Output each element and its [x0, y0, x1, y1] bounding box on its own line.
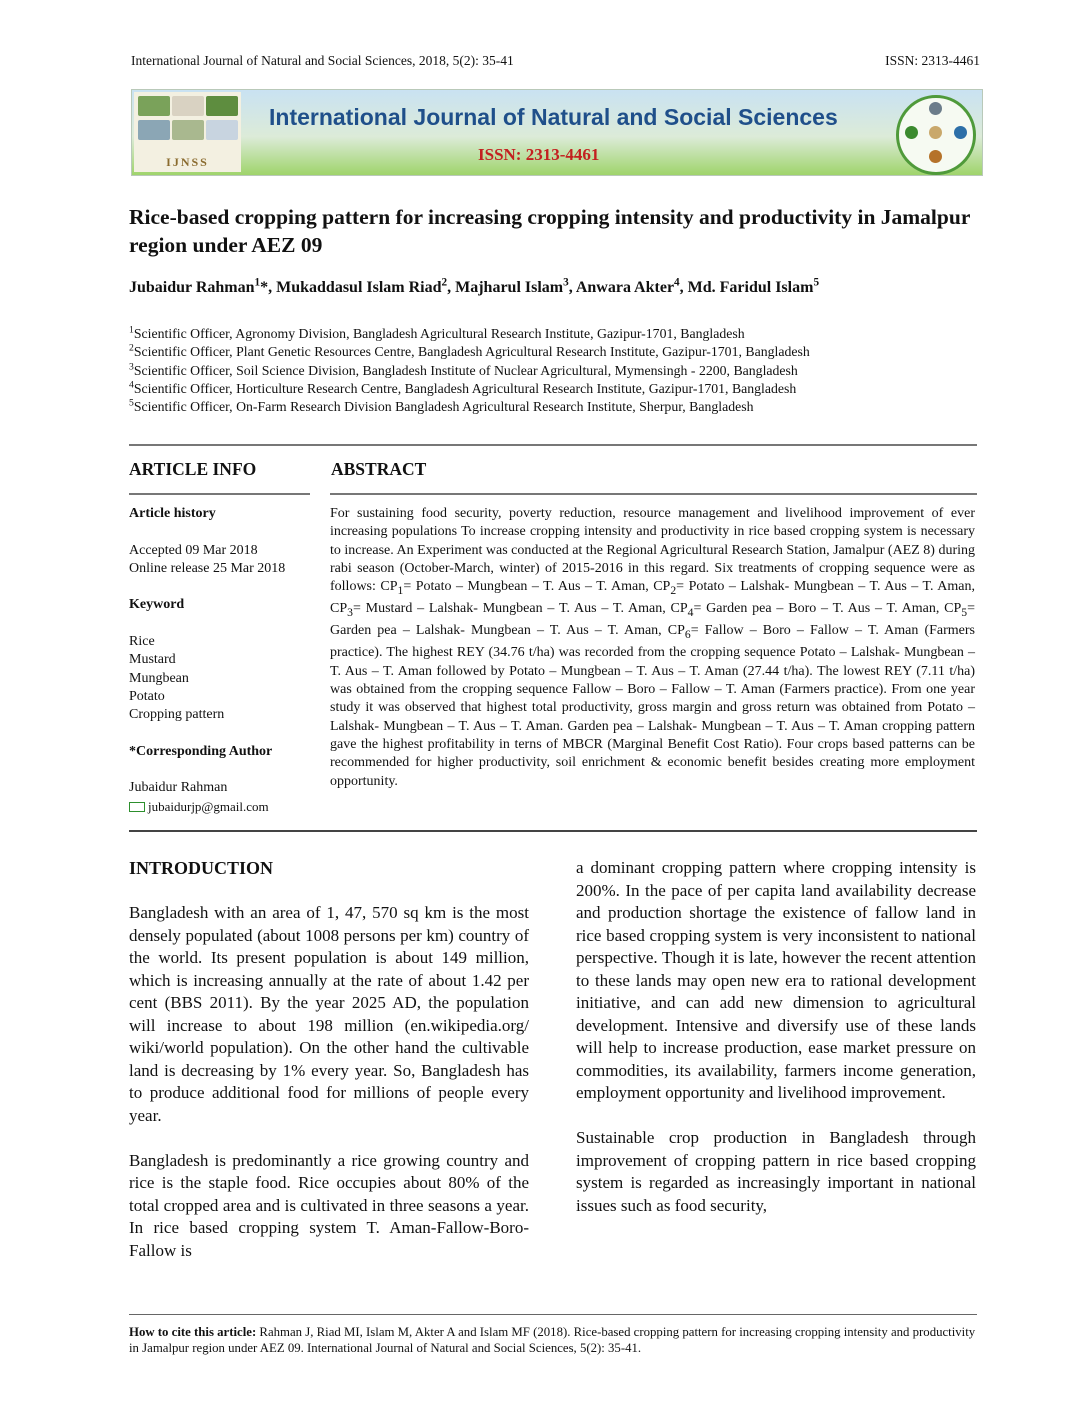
author-affil-num: 4 [674, 276, 680, 289]
journal-logo [134, 92, 241, 172]
author-name: Md. Faridul Islam [687, 279, 814, 296]
online-release-date: Online release 25 Mar 2018 [129, 560, 286, 576]
journal-issn: ISSN: 2313-4461 [478, 145, 600, 164]
author-affil-num: 1 [254, 276, 261, 289]
introduction-heading: INTRODUCTION [129, 858, 274, 878]
running-header-issn: ISSN: 2313-4461 [885, 53, 980, 68]
affiliation-item: $^4$Scientific Officer, Horticulture Research Centre, Bangladesh Agricultural Research Institute, Gazipur-1701, Bangladesh [129, 379, 797, 396]
keyword-label: Keyword [129, 597, 185, 613]
author-affil-num: 5 [813, 276, 820, 289]
history-label: Article history [129, 506, 216, 521]
affiliation-item: $^5$Scientific Officer, On-Farm Research Division Bangladesh Agricultural Research Institute, Sherpur, Bangladesh [129, 397, 754, 415]
affiliation-item: $^3$Scientific Officer, Soil Science Division, Bangladesh Institute of Nuclear Agricultural, Mymensingh - 2200, Bangladesh [129, 361, 798, 378]
citation-text: Rahman J, Riad MI, Islam M, Akter A and Islam MF (2018). Rice-based cropping pattern for increasing cropping intensity and productivity in Jamalpur region under AEZ 09. International Journal of Natural and Social Sciences, 5(2): 35-41. [129, 1325, 976, 1355]
divider [129, 830, 977, 832]
emblem-icon [896, 95, 976, 175]
keyword-item: Cropping pattern [129, 707, 225, 723]
citation-label: How to cite this article: [129, 1325, 257, 1339]
paragraph: Sustainable crop production in Bangladesh through improvement of cropping pattern in rice based cropping system is regarded as increasingly important in national issues such as food security, [576, 1128, 976, 1215]
plant-image-icon [206, 96, 238, 116]
author-affil-num: 3 [563, 276, 569, 289]
author-name: Jubaidur Rahman [129, 279, 255, 296]
corresponding-mark: * [260, 279, 269, 296]
body-column-left [129, 902, 529, 1285]
author-affil-num: 2 [441, 276, 448, 289]
article-title: Rice-based cropping pattern for increasing cropping intensity and productivity in Jamalpur region under AEZ 09 [129, 205, 970, 257]
paragraph: a dominant cropping pattern where cropping intensity is 200%. In the pace of per capita land availability decrease and production shortage the existence of fallow land in rice based cropping system is very inconsistent to national perspective. Though it is late, however the recent attention to these lands may open new era to rational development initiative, and can add new dimension to agricultural development. Intensive and diversify use of these lands will help to increase production, ease market pressure on commodities, its availability, farmers income generation, employment opportunity and livelihood improvement. [576, 858, 976, 1102]
paragraph: Bangladesh is predominantly a rice growing country and rice is the staple food. Rice occupies about 80% of the total cropped area and is cultivated in three seasons a year. In rice based cropping system T. Aman-Fallow-Boro-Fallow is [129, 1150, 529, 1260]
author-name: Majharul Islam [455, 279, 564, 296]
fish-image-icon [138, 120, 170, 140]
divider [330, 493, 977, 495]
corresponding-author-label: *Corresponding Author [129, 743, 273, 759]
field-image-icon [172, 120, 204, 140]
divider [129, 444, 977, 446]
journal-banner [131, 89, 983, 176]
keyword-item: Potato [129, 688, 165, 704]
logo-text: IJNSS [166, 155, 209, 169]
article-info [129, 505, 319, 817]
lab-image-icon [206, 120, 238, 140]
author-name: Anwara Akter [575, 279, 675, 296]
corresponding-author-name: Jubaidur Rahman [129, 780, 228, 796]
citation-footer [129, 1324, 977, 1356]
divider [129, 493, 310, 495]
affiliation-list [129, 325, 810, 416]
author-name: Mukaddasul Islam Riad [276, 279, 442, 296]
accepted-date: Accepted 09 Mar 2018 [129, 542, 258, 558]
keyword-item: Mustard [129, 652, 176, 668]
abstract-heading: ABSTRACT [331, 459, 427, 479]
affiliation-item: $^1$Scientific Officer, Agronomy Division, Bangladesh Agricultural Research Institute, Gazipur-1701, Bangladesh [129, 324, 745, 341]
running-header-citation: International Journal of Natural and Social Sciences, 2018, 5(2): 35-41 [131, 53, 514, 68]
keyword-item: Mungbean [129, 670, 189, 686]
author-list: Jubaidur Rahman$^1$*, Mukaddasul Islam Riad$^2$, Majharul Islam$^3$, Anwara Akter$^4$, Md. Faridul Islam$^5$ [129, 276, 820, 296]
divider [129, 1314, 977, 1315]
keyword-item: Rice [129, 634, 155, 650]
crop-image-icon [138, 96, 170, 116]
email-link[interactable]: jubaidurjp@gmail.com [148, 798, 269, 814]
livestock-image-icon [172, 96, 204, 116]
envelope-icon [129, 802, 145, 812]
paragraph: Bangladesh with an area of 1, 47, 570 sq km is the most densely populated (about 1008 persons per km) country of the world. Its present population is about 149 million, which is increasing annually at the rate of about 1.42 per cent (BBS 2011). By the year 2025 AD, the population will increase to about 198 million (en.wikipedia.org/ wiki/world population). On the other hand the cultivable land is decreasing by 1% every year. So, Bangladesh has to produce additional food for millions of people every year. [129, 903, 529, 1125]
journal-title: International Journal of Natural and Social Sciences [269, 104, 838, 130]
abstract-text: For sustaining food security, poverty reduction, resource management and livelihood improvement of ever increasing populations To increase cropping intensity and productivity in rice based cropping system is necessary to increase. An Experiment was conducted at the Regional Agricultural Research Station, Jamalpur (AEZ 8) during rabi season (October-March, winter) of 2015-2016 in this regard. Six treatments of cropping sequence were as follows: $CP_1=$ Potato – Mungbean – T. Aus – T. Aman, $CP_2=$ Potato – Lalshak- Mungbean – T. Aus – T. Aman, $CP_3=$ Mustard – Lalshak- Mungbean – T. Aus – T. Aman, $CP_4=$ Garden pea – Boro – T. Aus – T. Aman, $CP_5=$ Garden pea – Lalshak- Mungbean – T. Aus – T. Aman, $CP_6=$ Fallow – Boro – Fallow – T. Aman (Farmers practice). The highest REY (34.76 t/ha) was recorded from the cropping sequence Potato – Lalshak- Mungbean – T. Aus – T. Aman followed by Potato – Mungbean – T. Aus – T. Aman (27.44 t/ha). The lowest REY (7.11 t/ha) was obtained from the cropping sequence Fallow – Boro – Fallow – T. Aman (Farmers practice). From one year study it was observed that highest total productivity, gross margin and gross return was obtained from Potato – Lalshak- Mungbean – T. Aus – T. Aman. Garden pea – Lalshak- Mungbean – T. Aus – T. Aman cropping pattern gave the highest profitability in terns of MBCR (Marginal Benefit Cost Ratio). Four crops based patterns can be recommended for higher productivity, soil enrichment & economic benefit besides creating more employment opportunity. [330, 506, 976, 789]
affiliation-item: $^2$Scientific Officer, Plant Genetic Resources Centre, Bangladesh Agricultural Research Institute, Gazipur-1701, Bangladesh [129, 342, 810, 360]
article-info-heading: ARTICLE INFO [129, 459, 257, 479]
body-column-right [576, 857, 976, 1240]
